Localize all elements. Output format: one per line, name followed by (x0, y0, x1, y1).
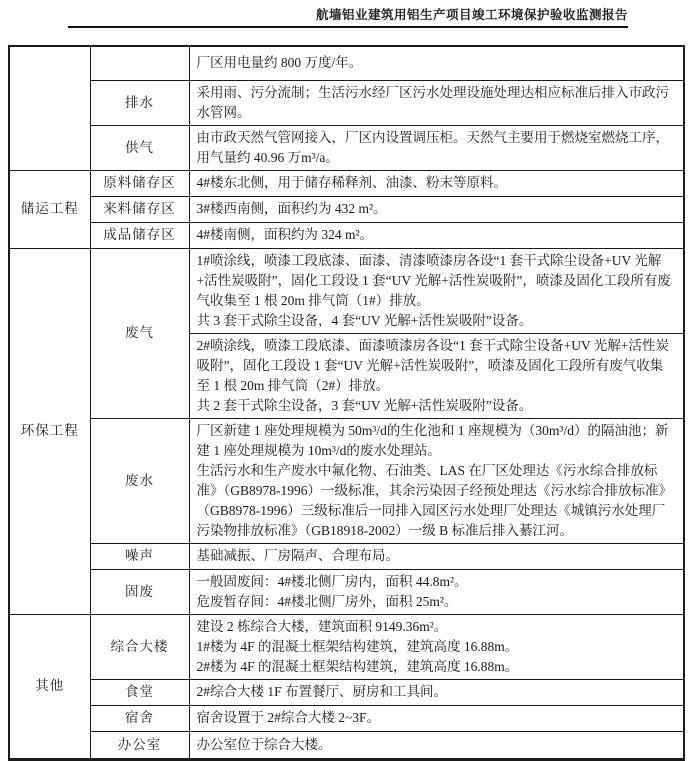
subitem-cell-canteen: 食堂 (90, 679, 189, 705)
page-header-title: 航墙铝业建筑用铝生产项目竣工环境保护验收监测报告 (68, 5, 628, 28)
paragraph: 一般固废间：4#楼北侧厂房内，面积 44.8m²。 (196, 573, 468, 589)
content-cell-waste-gas-line1 (189, 248, 684, 333)
subitem-cell-noise: 噪声 (90, 543, 189, 569)
content-cell-waste-gas-line2 (189, 333, 684, 418)
paragraph: 4#楼南侧，面积约为 324 m²。 (196, 227, 374, 242)
table-row (9, 569, 684, 614)
content-cell-incoming-material-storage (189, 196, 684, 222)
content-cell-finished-product-storage (189, 222, 684, 248)
paragraph: 2#综合大楼 1F 布置餐厅、厨房和工具间。 (196, 684, 448, 699)
paragraph: 基础减振、厂房隔声、合理布局。 (196, 548, 399, 563)
paragraph: 采用雨、污分流制；生活污水经厂区污水处理设施处理达相应标准后排入市政污水管网。 (196, 84, 669, 120)
table-row (9, 731, 684, 759)
subitem-cell-waste-water: 废水 (90, 418, 189, 543)
paragraph: 由市政天然气管网接入，厂区内设置调压柜。天然气主要用于燃烧室燃烧工序，用气量约 40.96 万m³/a。 (196, 129, 669, 165)
subitem-cell-empty (90, 46, 189, 80)
category-cell-environmental-engineering: 环保工程 (9, 248, 90, 614)
paragraph: 1#楼为 4F 的混凝土框架结构建筑，建筑高度 16.88m。 (196, 638, 519, 654)
content-cell-gas-supply (189, 125, 684, 170)
paragraph: 4#楼东北侧，用于储存稀释剂、油漆、粉末等原料。 (196, 175, 507, 190)
paragraph: 1#喷涂线，喷漆工段底漆、面漆、清漆喷漆房各设“1 套干式除尘设备+UV 光解+活性炭吸附”，固化工段设 1 套“UV 光解+活性炭吸附”，喷漆及固化工段所有废气收集至 1 根 20m 排气筒（1#）排放。 (196, 252, 671, 308)
content-cell-raw-material-storage (189, 170, 684, 196)
subitem-cell-office: 办公室 (90, 731, 189, 759)
table-row (9, 196, 684, 222)
table-row (9, 543, 684, 569)
paragraph: 共 3 套干式除尘设备，4 套“UV 光解+活性炭吸附”设备。 (196, 312, 533, 328)
content-cell-canteen (189, 679, 684, 705)
table-row (9, 679, 684, 705)
paragraph: 2#楼为 4F 的混凝土框架结构建筑，建筑高度 16.88m。 (196, 658, 519, 674)
table-row (9, 46, 684, 80)
content-cell-drainage (189, 80, 684, 125)
paragraph: 厂区用电量约 800 万度/年。 (196, 55, 363, 71)
paragraph: 生活污水和生产废水中氟化物、石油类、LAS 在厂区处理达《污水综合排放标准》（GB8978-1996）一级标准，其余污染因子经预处理达《污水综合排放标准》（GB8978-1996）三级标准后一同排入园区污水处理厂处理达《城镇污水处理厂污染物排放标准》（GB18918-2002）一级 B 标准后排入綦江河。 (196, 462, 672, 538)
table-row (9, 705, 684, 731)
content-cell-noise (189, 543, 684, 569)
subitem-cell-drainage: 排水 (90, 80, 189, 125)
content-cell-office (189, 731, 684, 759)
content-cell-dormitory (189, 705, 684, 731)
table-row (9, 418, 684, 543)
subitem-cell-waste-gas: 废气 (90, 248, 189, 418)
category-cell-other: 其他 (9, 614, 90, 759)
content-cell-waste-water (189, 418, 684, 543)
table-row (9, 125, 684, 170)
table-row (9, 614, 684, 679)
paragraph: 厂区新建 1 座处理规模为 50m³/d的生化池和 1 座规模为（30m³/d）的隔油池；新建 1 座处理规模为 10m³/d的废水处理站。 (196, 422, 669, 458)
category-cell-storage-engineering: 储运工程 (9, 170, 90, 248)
category-cell-empty (9, 46, 90, 170)
paragraph: 建设 2 栋综合大楼，建筑面积 9149.36m²。 (196, 618, 448, 634)
paragraph: 办公室位于综合大楼。 (196, 736, 332, 752)
subitem-cell-incoming-material-storage: 来料储存区 (90, 196, 189, 222)
content-cell-solid-waste (189, 569, 684, 614)
subitem-cell-finished-product-storage: 成品储存区 (90, 222, 189, 248)
paragraph: 宿舍设置于 2#综合大楼 2~3F。 (196, 710, 381, 725)
subitem-cell-solid-waste: 固废 (90, 569, 189, 614)
subitem-cell-complex-building: 综合大楼 (90, 614, 189, 679)
subitem-cell-dormitory: 宿舍 (90, 705, 189, 731)
paragraph: 2#喷涂线，喷漆工段底漆、面漆喷漆房各设“1 套干式除尘设备+UV 光解+活性炭吸附”，固化工段设 1 套“UV 光解+活性炭吸附”，喷漆及固化工段所有废气收集至 1 根 20m 排气筒（2#）排放。 (196, 337, 669, 393)
paragraph: 共 2 套干式除尘设备，3 套“UV 光解+活性炭吸附”设备。 (196, 397, 533, 413)
table-row (9, 248, 684, 333)
table-row (9, 170, 684, 196)
subitem-cell-gas-supply: 供气 (90, 125, 189, 170)
table-row (9, 222, 684, 248)
subitem-cell-raw-material-storage: 原料储存区 (90, 170, 189, 196)
project-overview-table (8, 45, 685, 761)
paragraph: 危废暂存间：4#楼北侧厂房外，面积 25m²。 (196, 593, 458, 609)
table-row (9, 80, 684, 125)
content-cell-power (189, 46, 684, 80)
paragraph: 3#楼西南侧，面积约为 432 m²。 (196, 201, 387, 216)
content-cell-complex-building (189, 614, 684, 679)
